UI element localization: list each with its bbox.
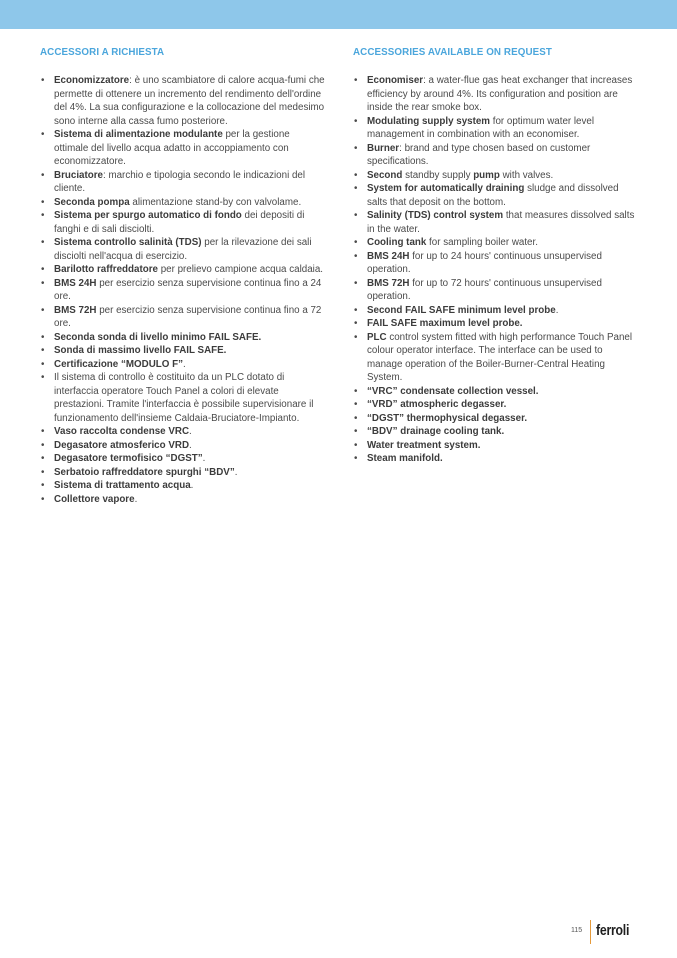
item-text: .: [555, 304, 559, 316]
item-text: .: [190, 480, 194, 491]
list-item: [353, 209, 639, 236]
item-bold-text: Sistema controllo salinità (TDS): [54, 237, 202, 248]
list-item: [40, 304, 326, 331]
item-text: : marchio e tipologia secondo le indicazioni del cliente.: [54, 169, 306, 194]
list-item: [353, 331, 639, 385]
item-text: per esercizio senza supervisione continua fino a 24 ore.: [54, 277, 322, 302]
item-text: per esercizio senza supervisione continua fino a 72 ore.: [54, 304, 322, 329]
list-item: [40, 236, 326, 263]
list-item: [40, 196, 326, 210]
item-text: sludge and dissolved salts that deposit on the bottom.: [367, 183, 619, 208]
list-item: [40, 331, 326, 345]
item-bold-text: “VRC” condensate collection vessel.: [367, 385, 539, 397]
item-bold-text: Burner: [367, 142, 400, 154]
item-bold-text: BMS 24H: [54, 277, 97, 289]
item-bold-text: Second FAIL SAFE minimum level probe: [367, 304, 556, 316]
item-text: .: [189, 439, 192, 451]
item-text: with valves.: [499, 169, 554, 181]
item-bold-text: BMS 72H: [54, 304, 97, 316]
top-color-band: [0, 0, 677, 29]
list-item: [40, 74, 326, 128]
list-item: [40, 425, 326, 439]
italian-accessories-list: [40, 74, 326, 506]
item-text: that measures dissolved salts in the water.: [367, 210, 635, 235]
list-item: [40, 128, 326, 169]
list-item: [40, 358, 326, 372]
item-text: .: [183, 358, 186, 370]
list-item: [353, 74, 639, 115]
item-bold-text: BMS 72H: [367, 277, 410, 289]
list-item: [353, 142, 639, 169]
item-bold-text: System for automatically draining: [367, 183, 525, 194]
list-item: [353, 182, 639, 209]
item-bold-text: Bruciatore: [54, 169, 103, 181]
list-item: [353, 425, 639, 439]
list-item: [353, 398, 639, 412]
item-text: .: [202, 453, 206, 464]
item-text: alimentazione stand-by con valvolame.: [129, 196, 302, 208]
list-item: [353, 277, 639, 304]
item-bold-text: Degasatore atmosferico VRD: [54, 439, 190, 451]
item-bold-text: Certificazione “MODULO F”: [54, 358, 184, 370]
item-text: per prelievo campione acqua caldaia.: [157, 264, 323, 275]
item-bold-text: Sistema di alimentazione modulante: [54, 129, 223, 140]
item-text: for up to 72 hours' continuous unsupervised operation.: [367, 277, 602, 302]
item-bold-text: Water treatment system.: [367, 439, 481, 451]
item-bold-text: Barilotto raffreddatore: [54, 264, 158, 275]
list-item: [353, 452, 639, 466]
list-item: [353, 439, 639, 453]
item-text: : a water-flue gas heat exchanger that increases efficiency by around 4%. Its configuration and position are inside the rear smoke box.: [367, 75, 633, 113]
item-bold-text: “VRD” atmospheric degasser.: [367, 399, 507, 410]
item-bold-text: Second: [367, 169, 403, 181]
item-text: control system fitted with high performance Touch Panel colour operator interface. The interface can be used to manage operation of the Boiler-Burner-Central Heating System.: [367, 331, 633, 383]
list-item: [353, 385, 639, 399]
item-bold-text: Degasatore termofisico “DGST”: [54, 453, 203, 464]
item-bold-text: Sonda di massimo livello FAIL SAFE.: [54, 345, 227, 356]
item-bold-text: Modulating supply system: [367, 115, 491, 127]
page-number: 115: [571, 927, 583, 934]
item-text: .: [234, 466, 238, 478]
item-bold-text: FAIL SAFE maximum level probe.: [367, 318, 523, 329]
item-text: standby supply: [402, 169, 474, 181]
item-bold-text: Economiser: [367, 75, 424, 86]
list-item: [40, 371, 326, 425]
item-bold-text: Serbatoio raffreddatore spurghi “BDV”: [54, 466, 235, 478]
item-text: for optimum water level management in combination with an economiser.: [367, 115, 595, 140]
list-item: [40, 169, 326, 196]
item-text: for up to 24 hours' continuous unsupervised operation.: [367, 250, 602, 275]
list-item: [40, 344, 326, 358]
item-text: dei depositi di fanghi e di sali disciolti.: [54, 210, 305, 235]
item-bold-text: Seconda sonda di livello minimo FAIL SAFE.: [54, 331, 262, 343]
item-bold-text: Sistema di trattamento acqua: [54, 480, 191, 491]
list-item: [40, 439, 326, 453]
italian-accessories-column: [40, 47, 326, 506]
list-item: [40, 209, 326, 236]
english-accessories-list: [353, 74, 639, 466]
item-bold-text: PLC: [367, 331, 387, 343]
list-item: [353, 317, 639, 331]
ferroli-logo: ferroli: [596, 922, 630, 939]
item-text: for sampling boiler water.: [426, 237, 538, 248]
list-item: [40, 466, 326, 480]
item-bold-text: pump: [473, 169, 500, 181]
item-text: .: [189, 426, 192, 437]
item-text: : brand and type chosen based on customer specifications.: [367, 142, 591, 167]
list-item: [40, 277, 326, 304]
item-bold-text: Cooling tank: [367, 237, 427, 248]
english-section-heading: ACCESSORIES AVAILABLE ON REQUEST: [353, 47, 552, 58]
item-bold-text: “BDV” drainage cooling tank.: [367, 426, 505, 437]
item-bold-text: Sistema per spurgo automatico di fondo: [54, 210, 242, 221]
item-text: .: [134, 493, 138, 505]
item-bold-text: Collettore vapore: [54, 493, 135, 505]
list-item: [353, 115, 639, 142]
list-item: [353, 236, 639, 250]
list-item: [353, 169, 639, 183]
list-item: [40, 493, 326, 507]
list-item: [353, 304, 639, 318]
english-accessories-column: [353, 47, 639, 466]
item-bold-text: Seconda pompa: [54, 196, 130, 208]
item-text: per la rilevazione dei sali disciolti nell'acqua di esercizio.: [54, 237, 312, 262]
list-item: [40, 263, 326, 277]
list-item: [353, 412, 639, 426]
item-text: Il sistema di controllo è costituito da un PLC dotato di interfaccia operatore Touch Panel a colori di elevate prestazioni. Tramite l'interfaccia è possibile supervisionare il funzionamento dell'insieme Caldaia-Bruciatore-Impianto.: [54, 372, 314, 424]
list-item: [353, 250, 639, 277]
item-bold-text: Steam manifold.: [367, 453, 443, 464]
list-item: [40, 479, 326, 493]
item-text: : è uno scambiatore di calore acqua-fumi che permette di ottenere un incremento del rendimento dell'ordine del 4%. La sua configurazione e la collocazione del medesimo sono interne alla cassa fumo posteriore.: [54, 75, 325, 127]
item-bold-text: Salinity (TDS) control system: [367, 210, 504, 221]
item-bold-text: Economizzatore: [54, 75, 130, 86]
item-text: per la gestione ottimale del livello acqua adatto in accoppiamento con economizzatore.: [54, 129, 290, 167]
item-bold-text: “DGST” thermophysical degasser.: [367, 412, 528, 424]
list-item: [40, 452, 326, 466]
item-bold-text: BMS 24H: [367, 250, 410, 262]
italian-section-heading: ACCESSORI A RICHIESTA: [40, 47, 165, 58]
footer-divider: [590, 920, 591, 944]
item-bold-text: Vaso raccolta condense VRC: [54, 426, 190, 437]
